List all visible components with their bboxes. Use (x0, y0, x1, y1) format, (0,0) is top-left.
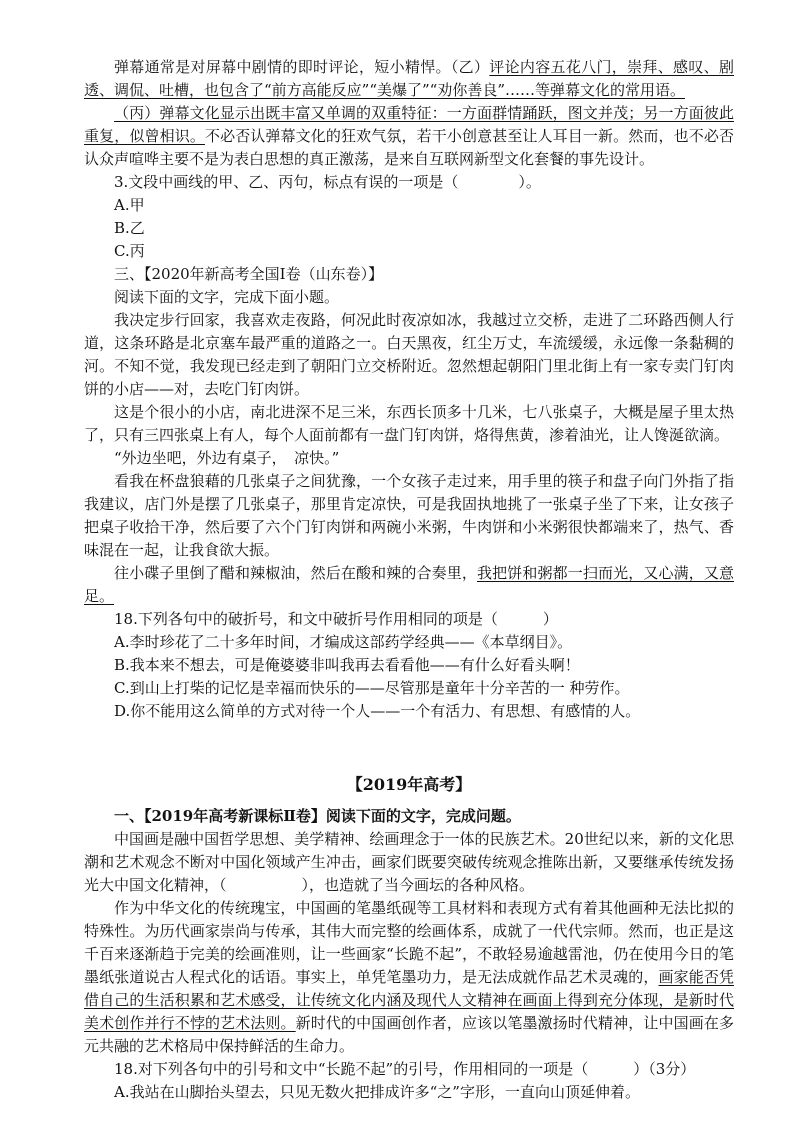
section-2019-heading: 一、【2019年高考新课标Ⅱ卷】阅读下面的文字，完成问题。 (114, 807, 521, 825)
section-3-heading: 三、【2020年新高考全国Ⅰ卷（山东卷）】 (114, 265, 384, 283)
story-paragraph-3: 看我在杯盘狼藉的几张桌子之间犹豫，一个女孩子走过来，用手里的筷子和盘子向门外指了指我建议，店门外是摆了几张桌子，那里肯定凉快，可是我固执地挑了一张桌子坐了下来，让女孩子把桌子收拾干净，然后要了六个门钉肉饼和两碗小米粥，牛肉饼和小米粥很快都端来了，热气、香味混在一起，让我食欲大振。 (84, 472, 734, 559)
story-paragraph-2: 这是个很小的小店，南北进深不足三米，东西长顶多十几米，七八张桌子，大概是屋子里太热了，只有三四张桌上有人，每个人面前都有一盘门钉肉饼，烙得焦黄，渗着油光，让人馋涎欲滴。 (84, 403, 734, 444)
question-18b-stem: 18.对下列各句中的引号和文中“长跪不起”的引号，作用相同的一项是（ ）（3分） (114, 1060, 696, 1078)
underlined-sentence: 我把饼和粥都一扫而光，又心满，又意足。 (84, 564, 734, 605)
sentence-text: 不必否认弹幕文化的狂欢气氛，若干小创意甚至让人耳目一新。然而，也不必否认众声喧哗主要不是为表白思想的真正激荡，是来自互联网新型文化套餐的事先设计。 (84, 127, 734, 168)
question-18a-option-c: C.到山上打柴的记忆是幸福而快乐的——尽管那是童年十分辛苦的一 种劳作。 (114, 679, 630, 697)
sentence-text: 新时代的中国画创作者，应该以笔墨激扬时代精神，让中国画在多元共融的艺术格局中保持鲜活的生命力。 (84, 1014, 734, 1055)
essay-paragraph-2 (84, 897, 734, 1058)
story-paragraph-1: 我决定步行回家，我喜欢走夜路，何况此时夜凉如冰，我越过立交桥，走进了二环路西侧人行道，这条环路是北京塞车最严重的道路之一。白天黑夜，红尘万丈，车流缓缓，永远像一条黏稠的河。不知不觉，我发现已经走到了朝阳门立交桥附近。忽然想起朝阳门里北街上有一家专卖门钉肉饼的小店——对，去吃门钉肉饼。 (84, 311, 734, 398)
underlined-sentence-yi: 评论内容五花八门，崇拜、感叹、剧透、调侃、吐槽，也包含了“前方高能反应”“美爆了”“劝你善良”……等弹幕文化的常用语。 (84, 58, 734, 99)
section-3-instruction: 阅读下面的文字，完成下面小题。 (114, 288, 340, 306)
sentence-text: 往小碟子里倒了醋和辣椒油，然后在酸和辣的合奏里， (114, 564, 477, 582)
question-18a-option-b: B.我本来不想去，可是俺婆婆非叫我再去看看他——有什么好看头啊！ (114, 656, 580, 674)
essay-paragraph-1: 中国画是融中国哲学思想、美学精神、绘画理念于一体的民族艺术。20世纪以来，新的文化思潮和艺术观念不断对中国化领域产生冲击，画家们既要突破传统观念推陈出新，又要继承传统发扬光大中国文化精神，（ ），也造就了当今画坛的各种风格。 (84, 830, 734, 894)
question-3-option-a: A.甲 (114, 196, 145, 214)
document-page (84, 56, 734, 1104)
story-paragraph-4 (84, 562, 734, 608)
paragraph-danmu-1 (84, 56, 734, 102)
question-18a-stem: 18.下列各句中的破折号，和文中破折号作用相同的项是（ ） (114, 610, 558, 628)
question-3-option-b: B.乙 (114, 219, 145, 237)
section-title-2019: 【2019年高考】 (346, 775, 472, 794)
paragraph-danmu-2 (84, 102, 734, 171)
sentence-text: 作为中华文化的传统瑰宝，中国画的笔墨纸砚等工具材料和表现方式有着其他画种无法比拟的特殊性。为历代画家崇尚与传承，其伟大而完整的绘画体系，成就了一代代宗师。然而，也正是这千百来逐渐趋于完美的绘画准则，让一些画家“长跪不起”，不敢轻易逾越雷池，仍在使用今日的笔墨纸张道说古人程式化的话语。事实上，单凭笔墨功力，是无法成就作品艺术灵魂的， (84, 899, 734, 986)
underlined-sentence: 画家能否凭借自己的生活积累和艺术感受，让传统文化内涵及现代人文精神在画面上得到充分体现，是新时代美术创作并行不悖的艺术法则。 (84, 968, 734, 1032)
question-3-option-c: C.丙 (114, 242, 145, 260)
question-18a-option-d: D.你不能用这么简单的方式对待一个人——一个有活力、有思想、有感情的人。 (114, 702, 641, 720)
story-quote: “外边坐吧，外边有桌子， 凉快。” (114, 449, 340, 467)
question-3-stem: 3.文段中画线的甲、乙、丙句，标点有误的一项是（ ）。 (114, 173, 541, 191)
question-18b-option-a: A.我站在山脚抬头望去，只见无数火把排成许多“之”字形，一直向山顶延伸着。 (114, 1083, 640, 1101)
question-18a-option-a: A.李时珍花了二十多年时间，才编成这部药学经典——《本草纲目》。 (114, 633, 573, 651)
underlined-sentence-bing: （丙）弹幕文化显示出既丰富又单调的双重特征：一方面群情踊跃，图文并茂；另一方面彼此重复，似曾相识。 (84, 104, 734, 145)
sentence-text: 弹幕通常是对屏幕中剧情的即时评论，短小精悍。（乙） (114, 58, 490, 76)
